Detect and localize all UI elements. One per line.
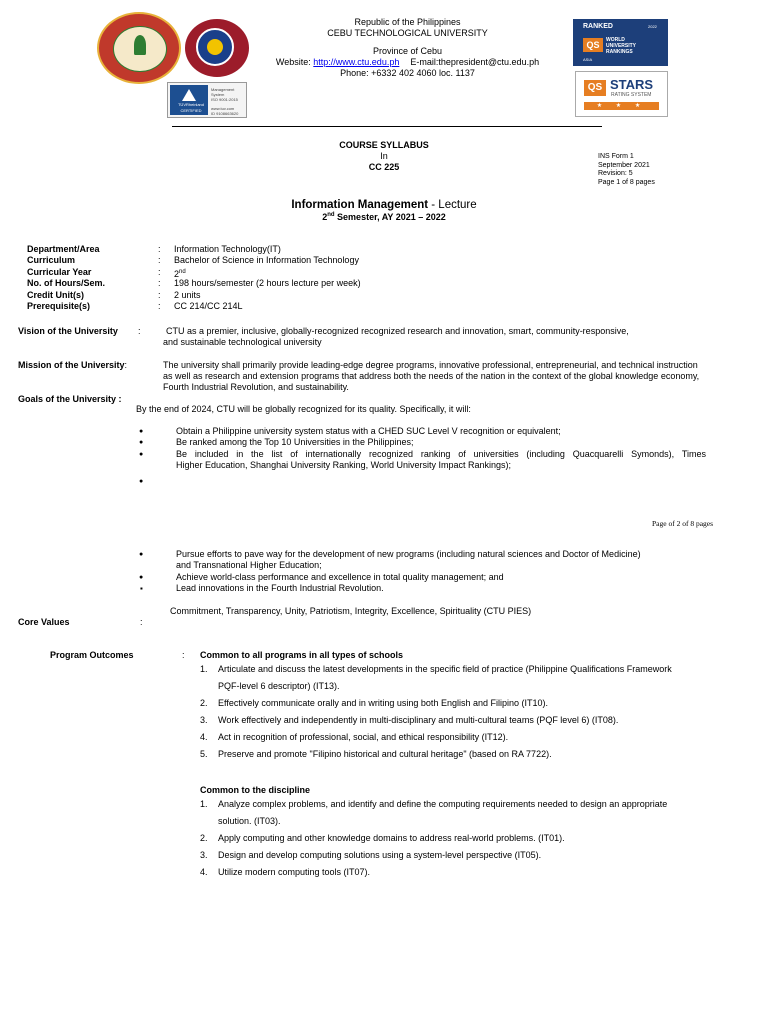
goal-item-continued: Higher Education, Shanghai University Ranking, World University Impact Rankings); — [176, 460, 511, 471]
vision-label: Vision of the University — [18, 326, 118, 336]
program-outcomes-label: Program Outcomes — [50, 650, 134, 660]
mission-text: The university shall primarily provide leading-edge degree programs, innovative professional, entrepreneurial, and technical instruction as well as research and extension programs that address both the needs of the nation in the context of the global knowledge economy, Fourth Industrial Revolution, and sustainability. — [163, 360, 700, 392]
tuv-certified: CERTIFIED — [180, 108, 202, 113]
info-row: Prerequisite(s) : CC 214/CC 214L — [27, 300, 243, 311]
tuv-triangle-icon — [182, 89, 196, 101]
header-divider — [172, 126, 602, 127]
goal-item-empty — [139, 472, 706, 488]
goals-label: Goals of the University : — [18, 394, 122, 404]
goals-list-page1 — [139, 426, 706, 488]
course-info-table — [27, 244, 447, 312]
ctu-seal-logo — [97, 12, 181, 84]
outcomes-group2-list — [200, 796, 738, 881]
goal-item: ▪ Lead innovations in the Fourth Industrial Revolution. — [140, 583, 384, 594]
qs-stars-logo-icon: QS — [584, 80, 606, 96]
ranked-title: RANKED — [583, 23, 613, 30]
outcome-item: 3. Design and develop computing solutions using a system-level perspective (IT05). — [200, 850, 542, 860]
mission-label: Mission of the University: — [18, 360, 128, 370]
contact-line — [260, 57, 555, 68]
outcomes-group1-list — [200, 661, 738, 763]
bullet-icon: ● — [139, 428, 144, 435]
info-row: Department/Area : Information Technology(IT) — [27, 244, 281, 254]
star-rating-icon: ★ ★ ★ — [584, 102, 659, 110]
course-name: Information Management - Lecture — [291, 199, 477, 211]
asean-logo — [185, 19, 249, 77]
outcome-item: 1. Articulate and discuss the latest developments in the specific field of practice (Philippine Qualifications Framework PQF-level 6 descriptor) (IT13). — [200, 664, 672, 691]
tuv-certification-logo — [167, 82, 247, 118]
goal-item: ● Obtain a Philippine university system status with a CHED SUC Level V recognition or equivalent; — [139, 426, 561, 436]
goal-item: ● Be included in the list of internationally recognized ranking of universities (including Quacquarelli Symonds), Times — [139, 448, 706, 459]
outcome-item: 3. Work effectively and independently in multi-disciplinary and multi-cultural teams (PQF level 6) (IT08). — [200, 715, 619, 725]
info-row: No. of Hours/Sem. : 198 hours/semester (2 hours lecture per week) — [27, 278, 361, 289]
phone-line: Phone: +6332 402 4060 loc. 1137 — [340, 68, 475, 78]
tree-icon — [134, 35, 146, 55]
info-row: Curriculum : Bachelor of Science in Information Technology — [27, 255, 359, 266]
core-values-text: Commitment, Transparency, Unity, Patriotism, Integrity, Excellence, Spirituality (CTU PIES) — [170, 606, 532, 616]
goal-item: ● Pursue efforts to pave way for the development of new programs (including natural sciences and Doctor of Medicine) — [139, 549, 641, 559]
qs-ranked-badge — [573, 19, 668, 66]
ranked-year: 2022 — [648, 24, 657, 29]
core-values-colon: : — [140, 617, 143, 627]
goals-intro: By the end of 2024, CTU will be globally recognized for its quality. Specifically, it will: — [136, 404, 471, 414]
stars-title: STARS — [610, 77, 654, 92]
bullet-icon: ● — [139, 551, 144, 558]
tuv-brand: TÜVRheinland — [177, 102, 204, 107]
form-info: INS Form 1 September 2021 Revision: 5 Page 1 of 8 pages — [598, 153, 655, 186]
tuv-badge — [170, 85, 208, 115]
asean-rice-icon — [207, 39, 223, 55]
syllabus-title: COURSE SYLLABUS — [339, 140, 429, 150]
website-label: Website: — [275, 57, 311, 67]
email-text: E-mail:thepresident@ctu.edu.ph — [410, 57, 540, 67]
core-values-label: Core Values — [18, 617, 70, 627]
goal-item-continued: and Transnational Higher Education; — [176, 560, 322, 571]
website-link[interactable]: http://www.ctu.edu.ph — [313, 57, 400, 67]
province-line: Province of Cebu — [372, 46, 443, 56]
bullet-icon: ● — [139, 477, 144, 485]
goals-list-page2 — [139, 549, 706, 595]
info-row: Curricular Year : 2nd — [27, 266, 186, 279]
seal-emblem-icon — [113, 26, 167, 72]
program-outcomes-colon: : — [182, 650, 185, 660]
in-label: In — [380, 151, 388, 161]
stars-subtitle: RATING SYSTEM — [611, 92, 652, 98]
ranked-lines: WORLD UNIVERSITY RANKINGS — [606, 37, 637, 55]
course-code: CC 225 — [368, 162, 400, 172]
outcome-item: 4. Utilize modern computing tools (IT07). — [200, 867, 371, 877]
page-number-2: Page of 2 of 8 pages — [652, 519, 714, 528]
asean-ring-icon — [196, 28, 234, 66]
info-row: Credit Unit(s) : 2 units — [27, 289, 201, 300]
university-name: CEBU TECHNOLOGICAL UNIVERSITY — [327, 28, 488, 38]
semester-line: 2nd Semester, AY 2021 – 2022 — [322, 212, 446, 222]
ranked-region: ASIA — [583, 57, 593, 62]
bullet-icon: ● — [139, 439, 144, 447]
course-title-block — [284, 140, 484, 173]
square-bullet-icon: ▪ — [140, 584, 143, 594]
goal-item: ● Be ranked among the Top 10 Universities in the Philippines; — [139, 437, 414, 448]
goal-item: ● Achieve world-class performance and excellence in total quality management; and — [139, 571, 504, 582]
tuv-details: Management System ISO 9001:2015 www.tuv.com ID 9108663620 — [211, 87, 239, 116]
bullet-icon: ● — [139, 573, 144, 581]
vision-text: CTU as a premier, inclusive, globally-recognized recognized research and innovation, smart, community-responsive, and sustainable technological university — [163, 326, 629, 347]
outcomes-group2-title: Common to the discipline — [200, 785, 311, 795]
qs-logo-icon: QS — [583, 38, 603, 52]
outcome-item: 5. Preserve and promote "Filipino historical and cultural heritage" (based on RA 7722). — [200, 749, 552, 759]
qs-stars-badge — [575, 71, 668, 117]
university-header — [260, 17, 555, 79]
republic-line: Republic of the Philippines — [354, 17, 461, 27]
outcome-item: 4. Act in recognition of professional, social, and ethical responsibility (IT12). — [200, 732, 509, 742]
outcomes-group1-title: Common to all programs in all types of schools — [200, 650, 404, 660]
outcome-item: 2. Apply computing and other knowledge domains to address real-world problems. (IT01). — [200, 833, 565, 843]
bullet-icon: ● — [139, 450, 144, 458]
vision-colon: : — [138, 326, 141, 336]
outcome-item: 2. Effectively communicate orally and in writing using both English and Filipino (IT10). — [200, 698, 548, 708]
outcome-item: 1. Analyze complex problems, and identify and define the computing requirements needed to design an appropriate solution. (IT03). — [200, 799, 668, 826]
